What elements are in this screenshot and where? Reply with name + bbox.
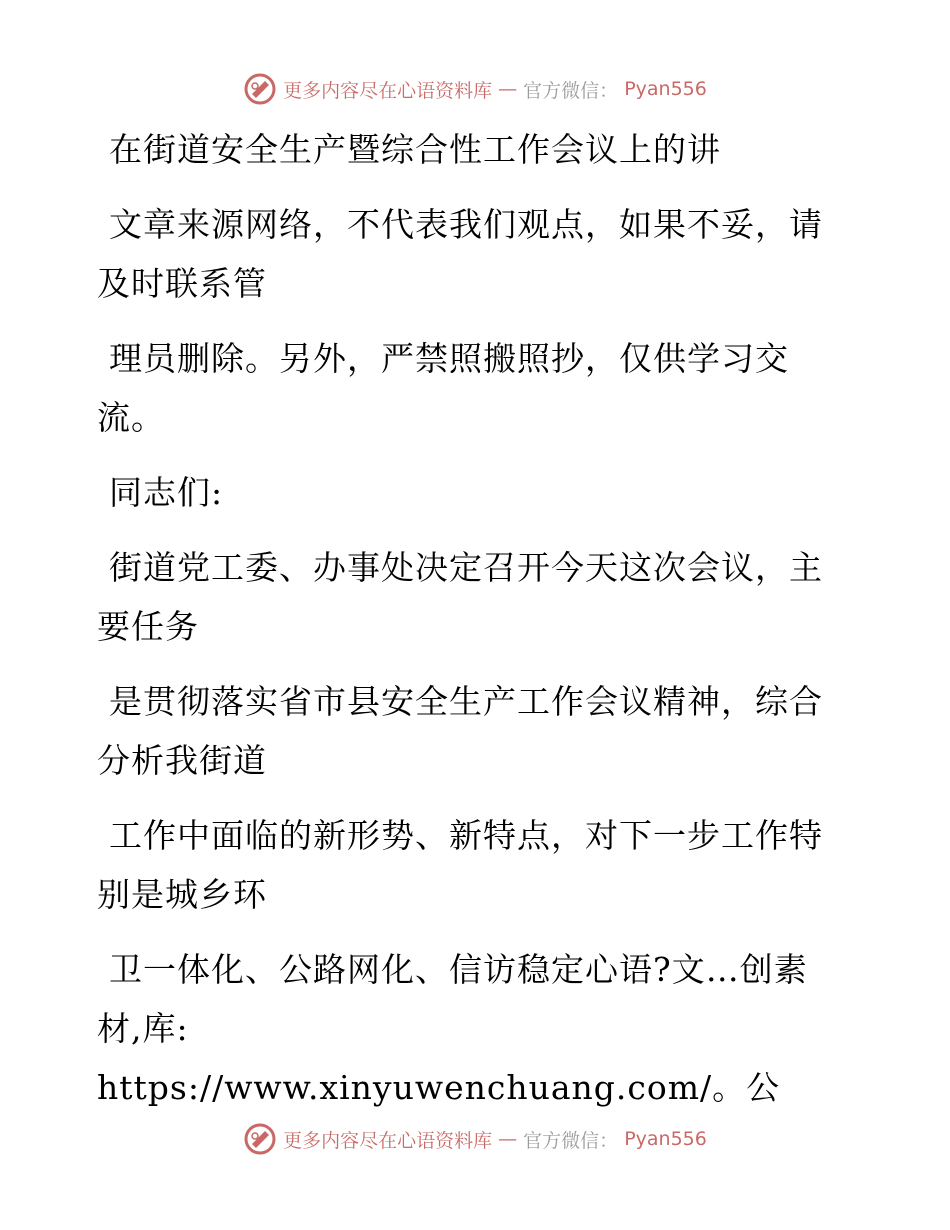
wechat-label: 官方微信： [523,1129,619,1152]
paragraph: 文章来源网络，不代表我们观点，如果不妥，请 及时联系管 [97,205,823,303]
paragraph: 在街道安全生产暨综合性工作会议上的讲 [109,130,721,169]
footer-watermark [0,1122,950,1156]
paragraph: 是贯彻落实省市县安全生产工作会议精神，综合 分析我街道 [97,682,823,780]
paragraph: 工作中面临的新形势、新特点，对下一步工作特 别是城乡环 [97,816,823,914]
header-watermark [0,72,950,106]
wechat-label: 官方微信： [523,79,619,102]
paragraph: 理员删除。另外，严禁照搬照抄，仅供学习交 流。 [97,339,789,437]
banner-text: 更多内容尽在心语资料库 [283,79,493,102]
paragraph: 同志们: [109,473,224,512]
banner-dash: — [498,1128,518,1150]
paragraph: 卫一体化、公路网化、信访稳定心语?文…创素 材,库: https://www.xinyuwenchuang.com/。公 [97,950,808,1107]
banner-dash: — [498,78,518,100]
banner-text: 更多内容尽在心语资料库 [283,1129,493,1152]
wechat-id: Pyan556 [624,1128,707,1150]
paragraph: 街道党工委、办事处决定召开今天这次会议，主 要任务 [97,548,823,646]
document-body [97,120,837,1133]
logo-icon [243,72,277,106]
wechat-id: Pyan556 [624,78,707,100]
logo-icon [243,1122,277,1156]
